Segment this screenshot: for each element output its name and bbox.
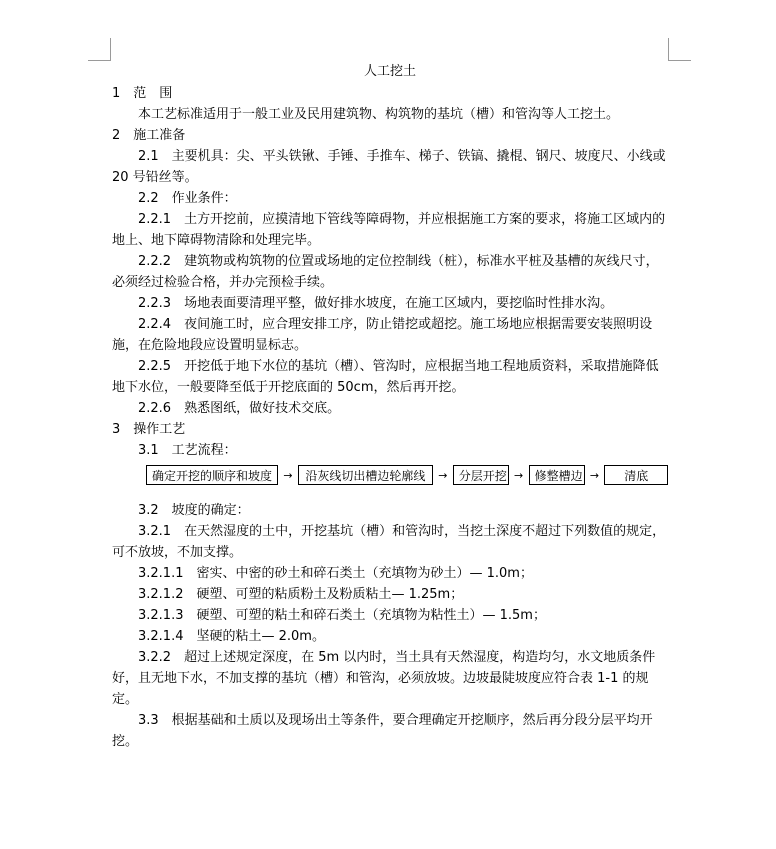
document-body-part-2 bbox=[112, 500, 668, 752]
paragraph: 3.1 工艺流程： bbox=[138, 443, 237, 458]
flow-arrow-icon: → bbox=[438, 468, 448, 482]
page-corner-mark-top-left bbox=[88, 38, 111, 61]
paragraph: 2.2.1 土方开挖前，应摸清地下管线等障碍物，并应根据施工方案的要求，将施工区域内的地上、地下障碍物清除和处理完毕。 bbox=[112, 212, 666, 248]
paragraph: 2.2 作业条件： bbox=[138, 191, 237, 206]
paragraph: 2.2.4 夜间施工时，应合理安排工序，防止错挖或超挖。施工场地应根据需要安装照明设施，在危险地段应设置明显标志。 bbox=[112, 317, 653, 353]
document-title: 人工挖土 bbox=[363, 64, 416, 79]
paragraph: 2.2.2 建筑物或构筑物的位置或场地的定位控制线（桩），标准水平桩及基槽的灰线尺寸，必须经过检验合格，并办完预检手续。 bbox=[112, 254, 659, 290]
section-heading: 2 施工准备 bbox=[112, 128, 186, 143]
flow-arrow-icon: → bbox=[589, 468, 600, 482]
paragraph: 2.1 主要机具：尖、平头铁锹、手锤、手推车、梯子、铁镐、撬棍、钢尺、坡度尺、小线或 20 号铅丝等。 bbox=[112, 149, 666, 185]
paragraph: 2.2.5 开挖低于地下水位的基坑（槽）、管沟时，应根据当地工程地质资料，采取措施降低地下水位，一般要降至低于开挖底面的 50cm，然后再开挖。 bbox=[112, 359, 659, 395]
document-page bbox=[112, 62, 668, 752]
flow-step-box: 确定开挖的顺序和坡度 bbox=[146, 465, 278, 485]
paragraph: 3.3 根据基础和土质以及现场出土等条件，要合理确定开挖顺序，然后再分段分层平均开挖。 bbox=[112, 713, 653, 749]
paragraph: 3.2.1.1 密实、中密的砂土和碎石类土（充填物为砂土）— 1.0m； bbox=[138, 566, 533, 581]
document-body-part-1 bbox=[112, 83, 668, 461]
flow-arrow-icon: → bbox=[514, 468, 524, 482]
paragraph: 3.2 坡度的确定： bbox=[138, 503, 250, 518]
paragraph: 3.2.1.4 坚硬的粘土— 2.0m。 bbox=[138, 629, 325, 644]
flow-step-box: 清底 bbox=[604, 465, 668, 485]
paragraph: 本工艺标准适用于一般工业及民用建筑物、构筑物的基坑（槽）和管沟等人工挖土。 bbox=[138, 107, 620, 122]
paragraph: 3.2.1.3 硬塑、可塑的粘土和碎石类土（充填物为粘性土）— 1.5m； bbox=[138, 608, 546, 623]
flow-arrow-icon: → bbox=[283, 468, 293, 482]
flow-step-box: 沿灰线切出槽边轮廓线 bbox=[298, 465, 433, 485]
flow-step-box: 修整槽边 bbox=[529, 465, 585, 485]
paragraph: 2.2.3 场地表面要清理平整，做好排水坡度，在施工区域内，要挖临时性排水沟。 bbox=[138, 296, 614, 311]
page-corner-mark-top-right bbox=[668, 38, 691, 61]
flow-step-box: 分层开挖 bbox=[453, 465, 509, 485]
paragraph: 3.2.1.2 硬塑、可塑的粘质粉土及粉质粘土— 1.25m； bbox=[138, 587, 464, 602]
paragraph: 2.2.6 熟悉图纸，做好技术交底。 bbox=[138, 401, 341, 416]
section-heading: 1 范 围 bbox=[112, 86, 173, 101]
paragraph: 3.2.1 在天然湿度的土中，开挖基坑（槽）和管沟时，当挖土深度不超过下列数值的规定，可不放坡，不加支撑。 bbox=[112, 524, 666, 560]
process-flow-chart bbox=[146, 464, 668, 486]
paragraph: 3.2.2 超过上述规定深度，在 5m 以内时，当土具有天然湿度，构造均匀，水文地质条件好，且无地下水，不加支撑的基坑（槽）和管沟，必须放坡。边坡最陡坡度应符合表 1-1 的规定。 bbox=[112, 650, 656, 707]
section-heading: 3 操作工艺 bbox=[112, 422, 186, 437]
